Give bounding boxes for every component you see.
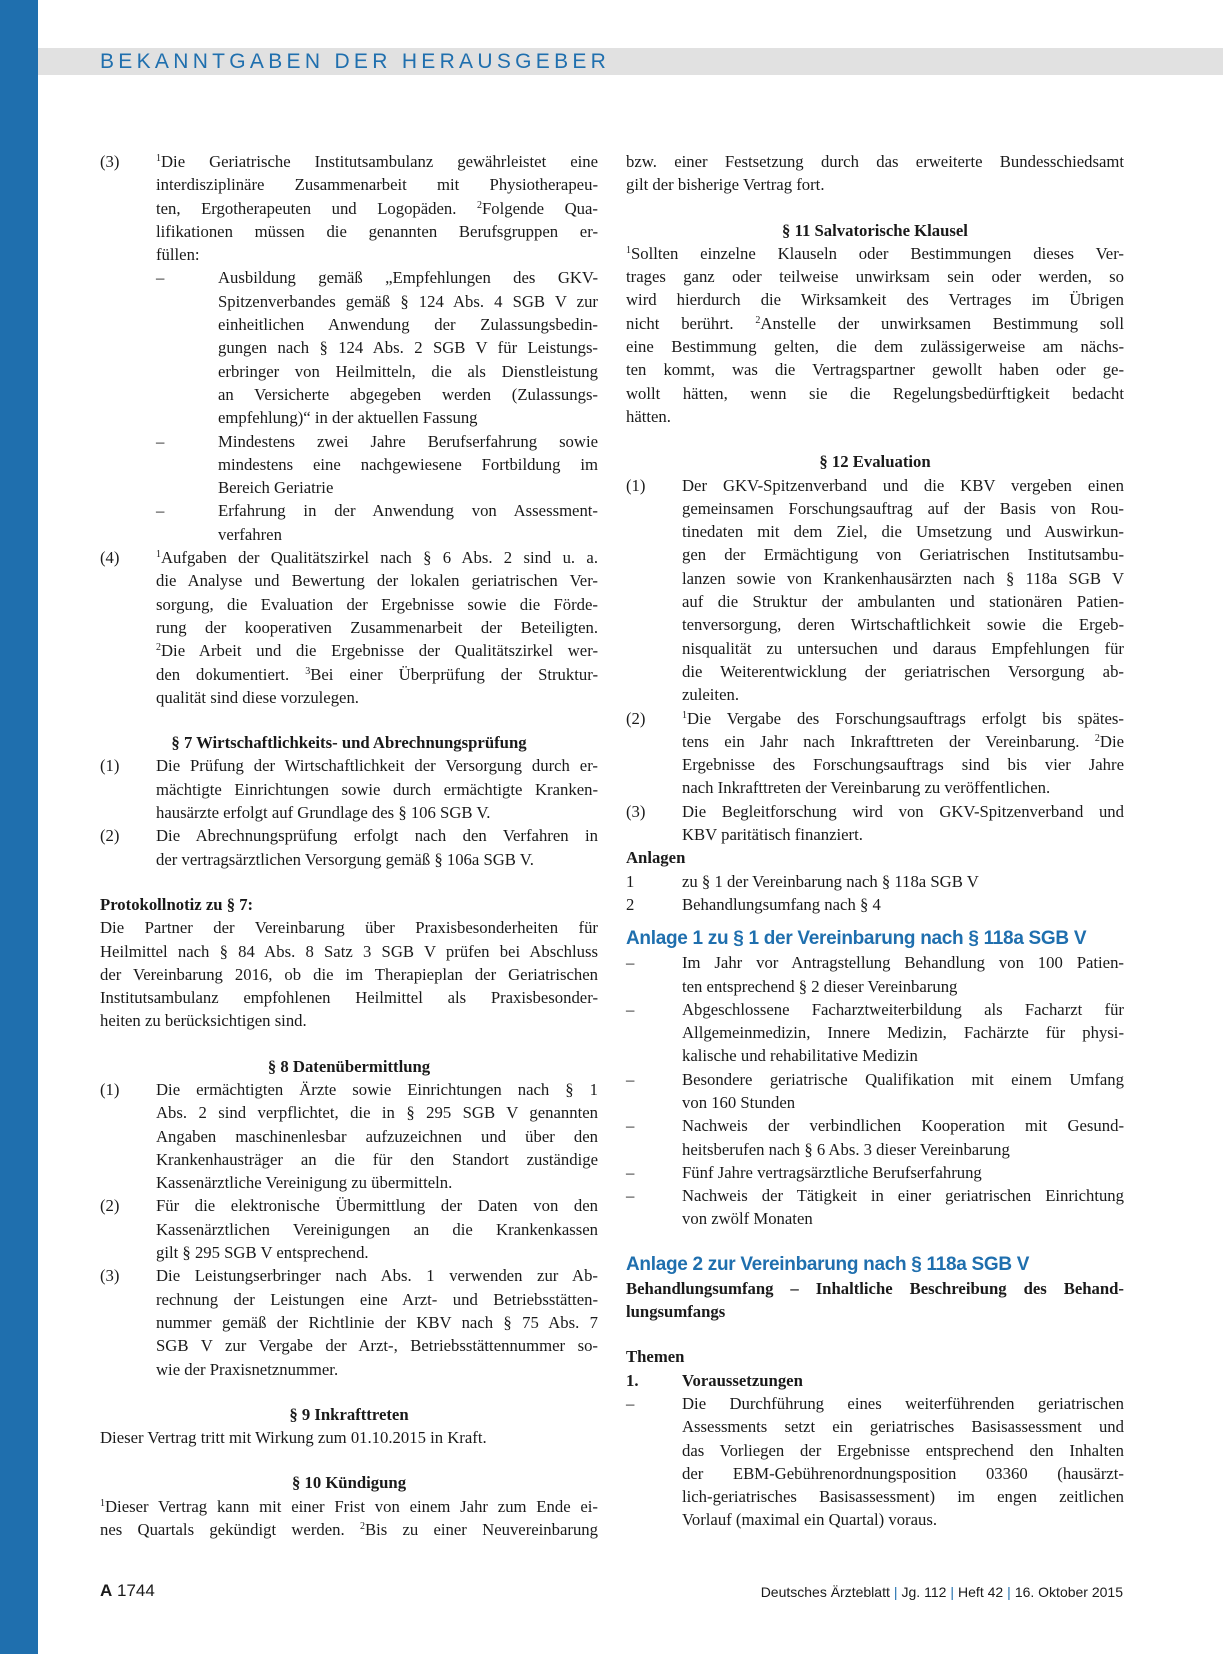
continuation-text bbox=[626, 150, 1124, 197]
bullet-item bbox=[626, 1114, 1124, 1161]
text-line bbox=[100, 1518, 598, 1541]
text-segment: Aufgaben der Qualitätszirkel nach § 6 Abs. 2 sind u. a. bbox=[161, 548, 598, 568]
sentence-number: 1 bbox=[626, 244, 631, 256]
text-line: wie der Praxisnetznummer. bbox=[156, 1359, 339, 1379]
text-line: sorgung, die Evaluation der Ergebnisse sowie die Förde- bbox=[156, 594, 598, 614]
text-segment: Die Arbeit und die Ergebnisse der Qualitätszirkel wer- bbox=[161, 641, 598, 661]
section-9-text bbox=[100, 1426, 598, 1449]
text-line: Besondere geriatrische Qualifikation mit einem Umfang bbox=[682, 1069, 1124, 1089]
text-line bbox=[626, 707, 1124, 730]
text-line: tinedaten mit dem Ziel, die Umsetzung und Auswirkun- bbox=[682, 522, 1124, 542]
right-column bbox=[626, 150, 1124, 1532]
text-line: Assessments setzt ein geriatrisches Basisassessment und bbox=[682, 1417, 1124, 1437]
dash-marker: – bbox=[626, 1116, 635, 1136]
text-line: Kassenärztliche Vereinigung zu übermitteln. bbox=[156, 1173, 453, 1193]
section-heading-8: § 8 Datenübermittlung bbox=[267, 1056, 431, 1076]
section-8-items bbox=[100, 1078, 598, 1381]
dash-marker: – bbox=[626, 1186, 635, 1206]
sentence-number: 2 bbox=[755, 314, 761, 326]
text-line: lungsumfangs bbox=[626, 1302, 726, 1322]
numbered-item bbox=[100, 754, 598, 824]
item-body bbox=[626, 1161, 1124, 1184]
sentence-number: 1 bbox=[156, 153, 161, 164]
text-line: Für die elektronische Übermittlung der Daten von den bbox=[156, 1196, 598, 1216]
bullet-item bbox=[626, 951, 1124, 998]
text-line: von 160 Stunden bbox=[682, 1092, 796, 1112]
numbered-item bbox=[626, 474, 1124, 707]
text-line: die Weiterentwicklung der geriatrischen Versorgung ab- bbox=[682, 661, 1124, 681]
item-number: (2) bbox=[626, 708, 646, 728]
text-line: gemeinsamen Forschungsauftrag auf der Basis von Rou- bbox=[682, 498, 1124, 518]
text-line: kalische und rehabilitative Medizin bbox=[682, 1046, 918, 1066]
numbered-item bbox=[100, 1264, 598, 1380]
text-line: Behandlungsumfang – Inhaltliche Beschreibung des Behand- bbox=[626, 1278, 1124, 1298]
text-line: Nachweis der verbindlichen Kooperation mit Gesund- bbox=[682, 1116, 1124, 1136]
text-line: Kassenärztlichen Vereinigungen an die Krankenkassen bbox=[156, 1219, 598, 1239]
anlagen-item bbox=[626, 893, 1124, 916]
item-number: (1) bbox=[626, 475, 646, 495]
text-line: trages ganz oder teilweise unwirksam sein oder werden, so bbox=[626, 267, 1124, 287]
item-body bbox=[626, 474, 1124, 707]
paragraph-number: (4) bbox=[100, 548, 120, 568]
text-line bbox=[100, 546, 598, 569]
protokoll-text bbox=[100, 916, 598, 1032]
paragraph-3 bbox=[100, 150, 598, 266]
text-line: wollt hätten, wenn sie die Regelungsbedürftigkeit bedacht bbox=[626, 383, 1124, 403]
text-line: Erfahrung in der Anwendung von Assessment- bbox=[218, 501, 598, 521]
text-line: Ergebnisse des Forschungsauftrags sind bis vier Jahre bbox=[682, 755, 1124, 775]
text-line bbox=[100, 197, 598, 220]
text-line: der EBM-Gebührenordnungsposition 03360 (hausärzt- bbox=[682, 1463, 1124, 1483]
item-body bbox=[100, 1264, 598, 1380]
item-body bbox=[626, 951, 1124, 998]
text-line: qualität sind diese vorzulegen. bbox=[156, 687, 359, 707]
anlagen-item bbox=[626, 870, 1124, 893]
item-body bbox=[100, 499, 598, 546]
text-line: rechnung der Leistungen eine Arzt- und Betriebsstätten- bbox=[156, 1289, 598, 1309]
item-body bbox=[100, 1194, 598, 1264]
dash-marker: – bbox=[626, 1393, 635, 1413]
text-line: hausärzte erfolgt auf Grundlage des § 106 SGB V. bbox=[156, 803, 491, 823]
anlage-2-list bbox=[626, 1392, 1124, 1532]
text-segment: nicht berührt. bbox=[626, 313, 756, 333]
text-line: gilt der bisherige Vertrag fort. bbox=[626, 175, 825, 195]
text-line: Die Partner der Vereinbarung über Praxisbesonderheiten für bbox=[100, 918, 598, 938]
text-line: SGB V zur Vergabe der Arzt-, Betriebsstättennummer so- bbox=[156, 1336, 598, 1356]
journal-name: Deutsches Ärzteblatt bbox=[760, 1584, 890, 1600]
anlagen-heading: Anlagen bbox=[626, 848, 686, 868]
text-line: Krankenhausträger an die für den Standort zuständige bbox=[156, 1149, 598, 1169]
bullet-item bbox=[626, 1392, 1124, 1532]
paragraph-body bbox=[100, 546, 598, 709]
section-heading-10: § 10 Kündigung bbox=[291, 1473, 407, 1493]
bullet-item bbox=[626, 1161, 1124, 1184]
text-line: Im Jahr vor Antragstellung Behandlung von 100 Patien- bbox=[682, 953, 1124, 973]
bullet-item bbox=[100, 430, 598, 500]
text-segment: ten, Ergotherapeuten und Logopäden. bbox=[156, 198, 477, 218]
text-line: gilt § 295 SGB V entsprechend. bbox=[156, 1243, 369, 1263]
item-number: (2) bbox=[100, 1196, 120, 1216]
text-line: Die ermächtigten Ärzte sowie Einrichtungen nach § 1 bbox=[156, 1079, 598, 1099]
page-number bbox=[100, 1581, 155, 1601]
sentence-number: 1 bbox=[156, 549, 161, 561]
text-line: verfahren bbox=[218, 524, 282, 544]
text-line: die Analyse und Bewertung der lokalen geriatrischen Ver- bbox=[156, 571, 598, 591]
text-line bbox=[626, 242, 1124, 265]
text-line: erbringer von Heilmitteln, die als Dienstleistung bbox=[218, 361, 598, 381]
item-body bbox=[626, 707, 1124, 800]
text-line: an Versicherte abgegeben werden (Zulassungs- bbox=[218, 384, 598, 404]
bullet-item bbox=[626, 1068, 1124, 1115]
text-line: Die Begleitforschung wird von GKV-Spitzenverband und bbox=[682, 801, 1124, 821]
footer-separator: | bbox=[893, 1584, 898, 1600]
bullet-item bbox=[100, 499, 598, 546]
section-heading-11: § 11 Salvatorische Klausel bbox=[782, 220, 968, 240]
item-number: (1) bbox=[100, 756, 120, 776]
numbered-item bbox=[626, 707, 1124, 800]
text-line bbox=[100, 1495, 598, 1518]
text-line: nisqualität zu untersuchen und daraus Empfehlungen für bbox=[682, 638, 1124, 658]
sentence-number: 2 bbox=[476, 199, 482, 211]
journal-info bbox=[761, 1584, 1123, 1600]
item-body bbox=[100, 1078, 598, 1194]
text-line bbox=[626, 730, 1124, 753]
text-line: Heilmittel nach § 84 Abs. 8 Satz 3 SGB V prüfen bei Abschluss bbox=[100, 941, 598, 961]
text-line: Mindestens zwei Jahre Berufserfahrung sowie bbox=[218, 431, 598, 451]
text-line: eine Bestimmung gelten, die dem zulässigerweise am nächs- bbox=[626, 337, 1124, 357]
section-header: BEKANNTGABEN DER HERAUSGEBER bbox=[100, 50, 611, 73]
item-number: (3) bbox=[100, 1266, 120, 1286]
text-line bbox=[100, 150, 598, 173]
item-body bbox=[626, 800, 1124, 847]
sentence-number: 1 bbox=[682, 709, 687, 721]
anlagen-text: zu § 1 der Vereinbarung nach § 118a SGB V bbox=[682, 871, 979, 891]
text-line: wird hierdurch die Wirksamkeit des Vertrages im Übrigen bbox=[626, 290, 1124, 310]
section-heading-12: § 12 Evaluation bbox=[819, 452, 931, 472]
text-segment: Bei einer Überprüfung der Struktur- bbox=[310, 664, 598, 684]
item-body bbox=[626, 1068, 1124, 1115]
anlage-2-subtitle bbox=[626, 1277, 1124, 1324]
section-12-items bbox=[626, 474, 1124, 847]
text-line: Abgeschlossene Facharztweiterbildung als Facharzt für bbox=[682, 999, 1124, 1019]
text-line: Dieser Vertrag tritt mit Wirkung zum 01.10.2015 in Kraft. bbox=[100, 1428, 487, 1448]
section-heading-7: § 7 Wirtschaftlichkeits- und Abrechnungsprüfung bbox=[171, 733, 527, 753]
topic-number: 1. bbox=[626, 1370, 639, 1390]
text-line: nummer gemäß der Richtlinie der KBV nach § 75 Abs. 7 bbox=[156, 1312, 598, 1332]
text-line: empfehlung)“ in der aktuellen Fassung bbox=[218, 408, 478, 428]
qualification-list bbox=[100, 266, 598, 546]
item-body bbox=[100, 430, 598, 500]
text-segment: tens ein Jahr nach Inkrafttreten der Vereinbarung. bbox=[682, 731, 1095, 751]
text-segment: Die Vergabe des Forschungsauftrags erfolgt bis spätes- bbox=[687, 708, 1124, 728]
text-line: gungen nach § 124 Abs. 2 SGB V für Leistungs- bbox=[218, 338, 598, 358]
text-line: Die Abrechnungsprüfung erfolgt nach den Verfahren in bbox=[156, 826, 598, 846]
item-body bbox=[626, 1392, 1124, 1532]
journal-issue: Heft 42 bbox=[958, 1584, 1004, 1600]
dash-marker: – bbox=[626, 999, 635, 1019]
sentence-number: 1 bbox=[100, 1497, 105, 1509]
text-line: der Vereinbarung 2016, ob die im Therapieplan der Geriatrischen bbox=[100, 964, 598, 984]
bullet-item bbox=[626, 1184, 1124, 1231]
text-line: Institutsambulanz empfohlenen Heilmittel als Praxisbesonder- bbox=[100, 988, 598, 1008]
text-line: Die Durchführung eines weiterführenden geriatrischen bbox=[682, 1393, 1124, 1413]
text-line: Der GKV-Spitzenverband und die KBV vergeben einen bbox=[682, 475, 1124, 495]
sentence-number: 3 bbox=[305, 665, 311, 677]
text-line bbox=[100, 663, 598, 686]
text-line: von zwölf Monaten bbox=[682, 1209, 813, 1229]
text-line bbox=[626, 312, 1124, 335]
text-line: interdisziplinäre Zusammenarbeit mit Physiotherapeu- bbox=[156, 175, 598, 195]
side-color-stripe bbox=[0, 0, 38, 1654]
dash-marker: – bbox=[626, 1162, 635, 1182]
text-line: heitsberufen nach § 6 Abs. 3 dieser Vereinbarung bbox=[682, 1139, 1010, 1159]
numbered-item bbox=[100, 824, 598, 871]
page-number-value: 1744 bbox=[117, 1581, 155, 1600]
section-11-text bbox=[626, 242, 1124, 428]
sentence-number: 2 bbox=[156, 642, 161, 654]
text-segment: den dokumentiert. bbox=[156, 664, 306, 684]
anlagen-text: Behandlungsumfang nach § 4 bbox=[682, 894, 881, 914]
text-segment: Die bbox=[1099, 731, 1124, 751]
text-line: heiten zu berücksichtigen sind. bbox=[100, 1011, 307, 1031]
text-line: Fünf Jahre vertragsärztliche Berufserfahrung bbox=[682, 1162, 982, 1182]
anlage-2-title: Anlage 2 zur Vereinbarung nach § 118a SGB V bbox=[626, 1253, 1030, 1275]
text-line: das Vorliegen der Ergebnisse entsprechend den Inhalten bbox=[682, 1440, 1124, 1460]
item-body bbox=[626, 1114, 1124, 1161]
text-line: KBV paritätisch finanziert. bbox=[682, 825, 863, 845]
text-segment: Anstelle der unwirksamen Bestimmung soll bbox=[760, 313, 1124, 333]
text-line: einheitlichen Anwendung der Zulassungsbedin- bbox=[218, 315, 598, 335]
section-7-items bbox=[100, 754, 598, 870]
numbered-item bbox=[100, 1194, 598, 1264]
page-prefix: A bbox=[100, 1581, 113, 1600]
item-body bbox=[100, 754, 598, 824]
text-line: mindestens eine nachgewiesene Fortbildung im bbox=[218, 454, 598, 474]
protokoll-heading: Protokollnotiz zu § 7: bbox=[100, 894, 254, 914]
bullet-item bbox=[100, 266, 598, 429]
text-line: lich-geriatrisches Basisassessment) im engen zeitlichen bbox=[682, 1487, 1124, 1507]
dash-marker: – bbox=[156, 431, 165, 451]
text-segment: Folgende Qua- bbox=[481, 198, 598, 218]
text-line: lifikationen müssen die genannten Berufsgruppen er- bbox=[156, 221, 598, 241]
numbered-item bbox=[100, 1078, 598, 1194]
section-10-text bbox=[100, 1495, 598, 1542]
footer-separator: | bbox=[1007, 1584, 1011, 1600]
text-line: bzw. einer Festsetzung durch das erweiterte Bundesschiedsamt bbox=[626, 152, 1124, 171]
anlage-1-list bbox=[626, 951, 1124, 1231]
text-segment: Sollten einzelne Klauseln oder Bestimmungen dieses Ver- bbox=[631, 243, 1124, 263]
item-body bbox=[100, 266, 598, 429]
item-number: (3) bbox=[626, 801, 646, 821]
text-line: Die Prüfung der Wirtschaftlichkeit der Versorgung durch er- bbox=[156, 756, 598, 776]
item-body bbox=[626, 1184, 1124, 1231]
journal-volume: Jg. 112 bbox=[901, 1584, 947, 1600]
journal-date: 16. Oktober 2015 bbox=[1014, 1584, 1123, 1600]
text-line: Nachweis der Tätigkeit in einer geriatrischen Einrichtung bbox=[682, 1186, 1124, 1206]
text-line: hätten. bbox=[626, 406, 671, 426]
themen-heading: Themen bbox=[626, 1347, 685, 1367]
text-line: zuleiten. bbox=[682, 685, 739, 705]
item-number: (2) bbox=[100, 826, 120, 846]
sentence-number: 2 bbox=[359, 1521, 365, 1533]
text-line: Vorlauf (maximal ein Quartal) voraus. bbox=[682, 1510, 938, 1530]
section-heading-9: § 9 Inkrafttreten bbox=[289, 1404, 409, 1424]
text-line: Allgemeinmedizin, Innere Medizin, Fachärzte für physi- bbox=[682, 1023, 1124, 1043]
text-line: auf die Struktur der ambulanten und stationären Patien- bbox=[682, 592, 1124, 612]
anlage-1-title: Anlage 1 zu § 1 der Vereinbarung nach § 118a SGB V bbox=[626, 928, 1087, 950]
dash-marker: – bbox=[156, 268, 165, 288]
text-line: Abs. 2 sind verpflichtet, die in § 295 SGB V genannten bbox=[156, 1103, 598, 1123]
text-line: mächtigte Einrichtungen sowie durch ermächtigte Kranken- bbox=[156, 779, 598, 799]
text-line: tenversorgung, deren Wirtschaftlichkeit sowie die Ergeb- bbox=[682, 615, 1124, 635]
sentence-number: 2 bbox=[1094, 732, 1100, 744]
text-line: füllen: bbox=[156, 245, 200, 265]
item-number: (1) bbox=[100, 1079, 120, 1099]
item-body bbox=[100, 824, 598, 871]
dash-marker: – bbox=[626, 953, 635, 973]
footer-separator: | bbox=[950, 1584, 955, 1600]
text-line: ten kommt, was die Vertragspartner gewollt haben oder ge- bbox=[626, 360, 1124, 380]
text-line: rung der kooperativen Zusammenarbeit der Beteiligten. bbox=[156, 617, 598, 637]
text-segment: Dieser Vertrag kann mit einer Frist von einem Jahr zum Ende ei- bbox=[105, 1496, 598, 1516]
topic-heading bbox=[626, 1369, 1124, 1392]
anlagen-number: 1 bbox=[626, 871, 635, 891]
text-line bbox=[100, 639, 598, 662]
text-line: nach Inkrafttreten der Vereinbarung zu veröffentlichen. bbox=[682, 778, 1051, 798]
text-line: ten entsprechend § 2 dieser Vereinbarung bbox=[682, 976, 958, 996]
anlagen-number: 2 bbox=[626, 894, 635, 914]
text-line: Angaben maschinenlesbar aufzuzeichnen und über den bbox=[156, 1126, 598, 1146]
dash-marker: – bbox=[626, 1069, 635, 1089]
numbered-item bbox=[626, 800, 1124, 847]
text-line: gen der Ermächtigung von Geriatrischen Institutsambu- bbox=[682, 545, 1124, 565]
text-line: der vertragsärztlichen Versorgung gemäß § 106a SGB V. bbox=[156, 849, 534, 869]
text-line: Ausbildung gemäß „Empfehlungen des GKV- bbox=[218, 268, 598, 288]
bullet-item bbox=[626, 998, 1124, 1068]
text-line: Spitzenverbandes gemäß § 124 Abs. 4 SGB V zur bbox=[218, 291, 598, 311]
paragraph-4 bbox=[100, 546, 598, 709]
paragraph-number: (3) bbox=[100, 152, 120, 171]
item-body bbox=[626, 998, 1124, 1068]
text-line: Die Leistungserbringer nach Abs. 1 verwenden zur Ab- bbox=[156, 1266, 598, 1286]
left-column bbox=[100, 150, 598, 1541]
text-line: Bereich Geriatrie bbox=[218, 478, 334, 498]
topic-label: Voraussetzungen bbox=[682, 1370, 803, 1390]
paragraph-body bbox=[100, 150, 598, 266]
text-line: lanzen sowie von Krankenhausärzten nach § 118a SGB V bbox=[682, 568, 1124, 588]
text-segment: Die Geriatrische Institutsambulanz gewährleistet eine bbox=[161, 152, 598, 171]
text-segment: Bis zu einer Neuvereinbarung bbox=[364, 1520, 598, 1540]
dash-marker: – bbox=[156, 501, 165, 521]
text-segment: nes Quartals gekündigt werden. bbox=[100, 1520, 360, 1540]
